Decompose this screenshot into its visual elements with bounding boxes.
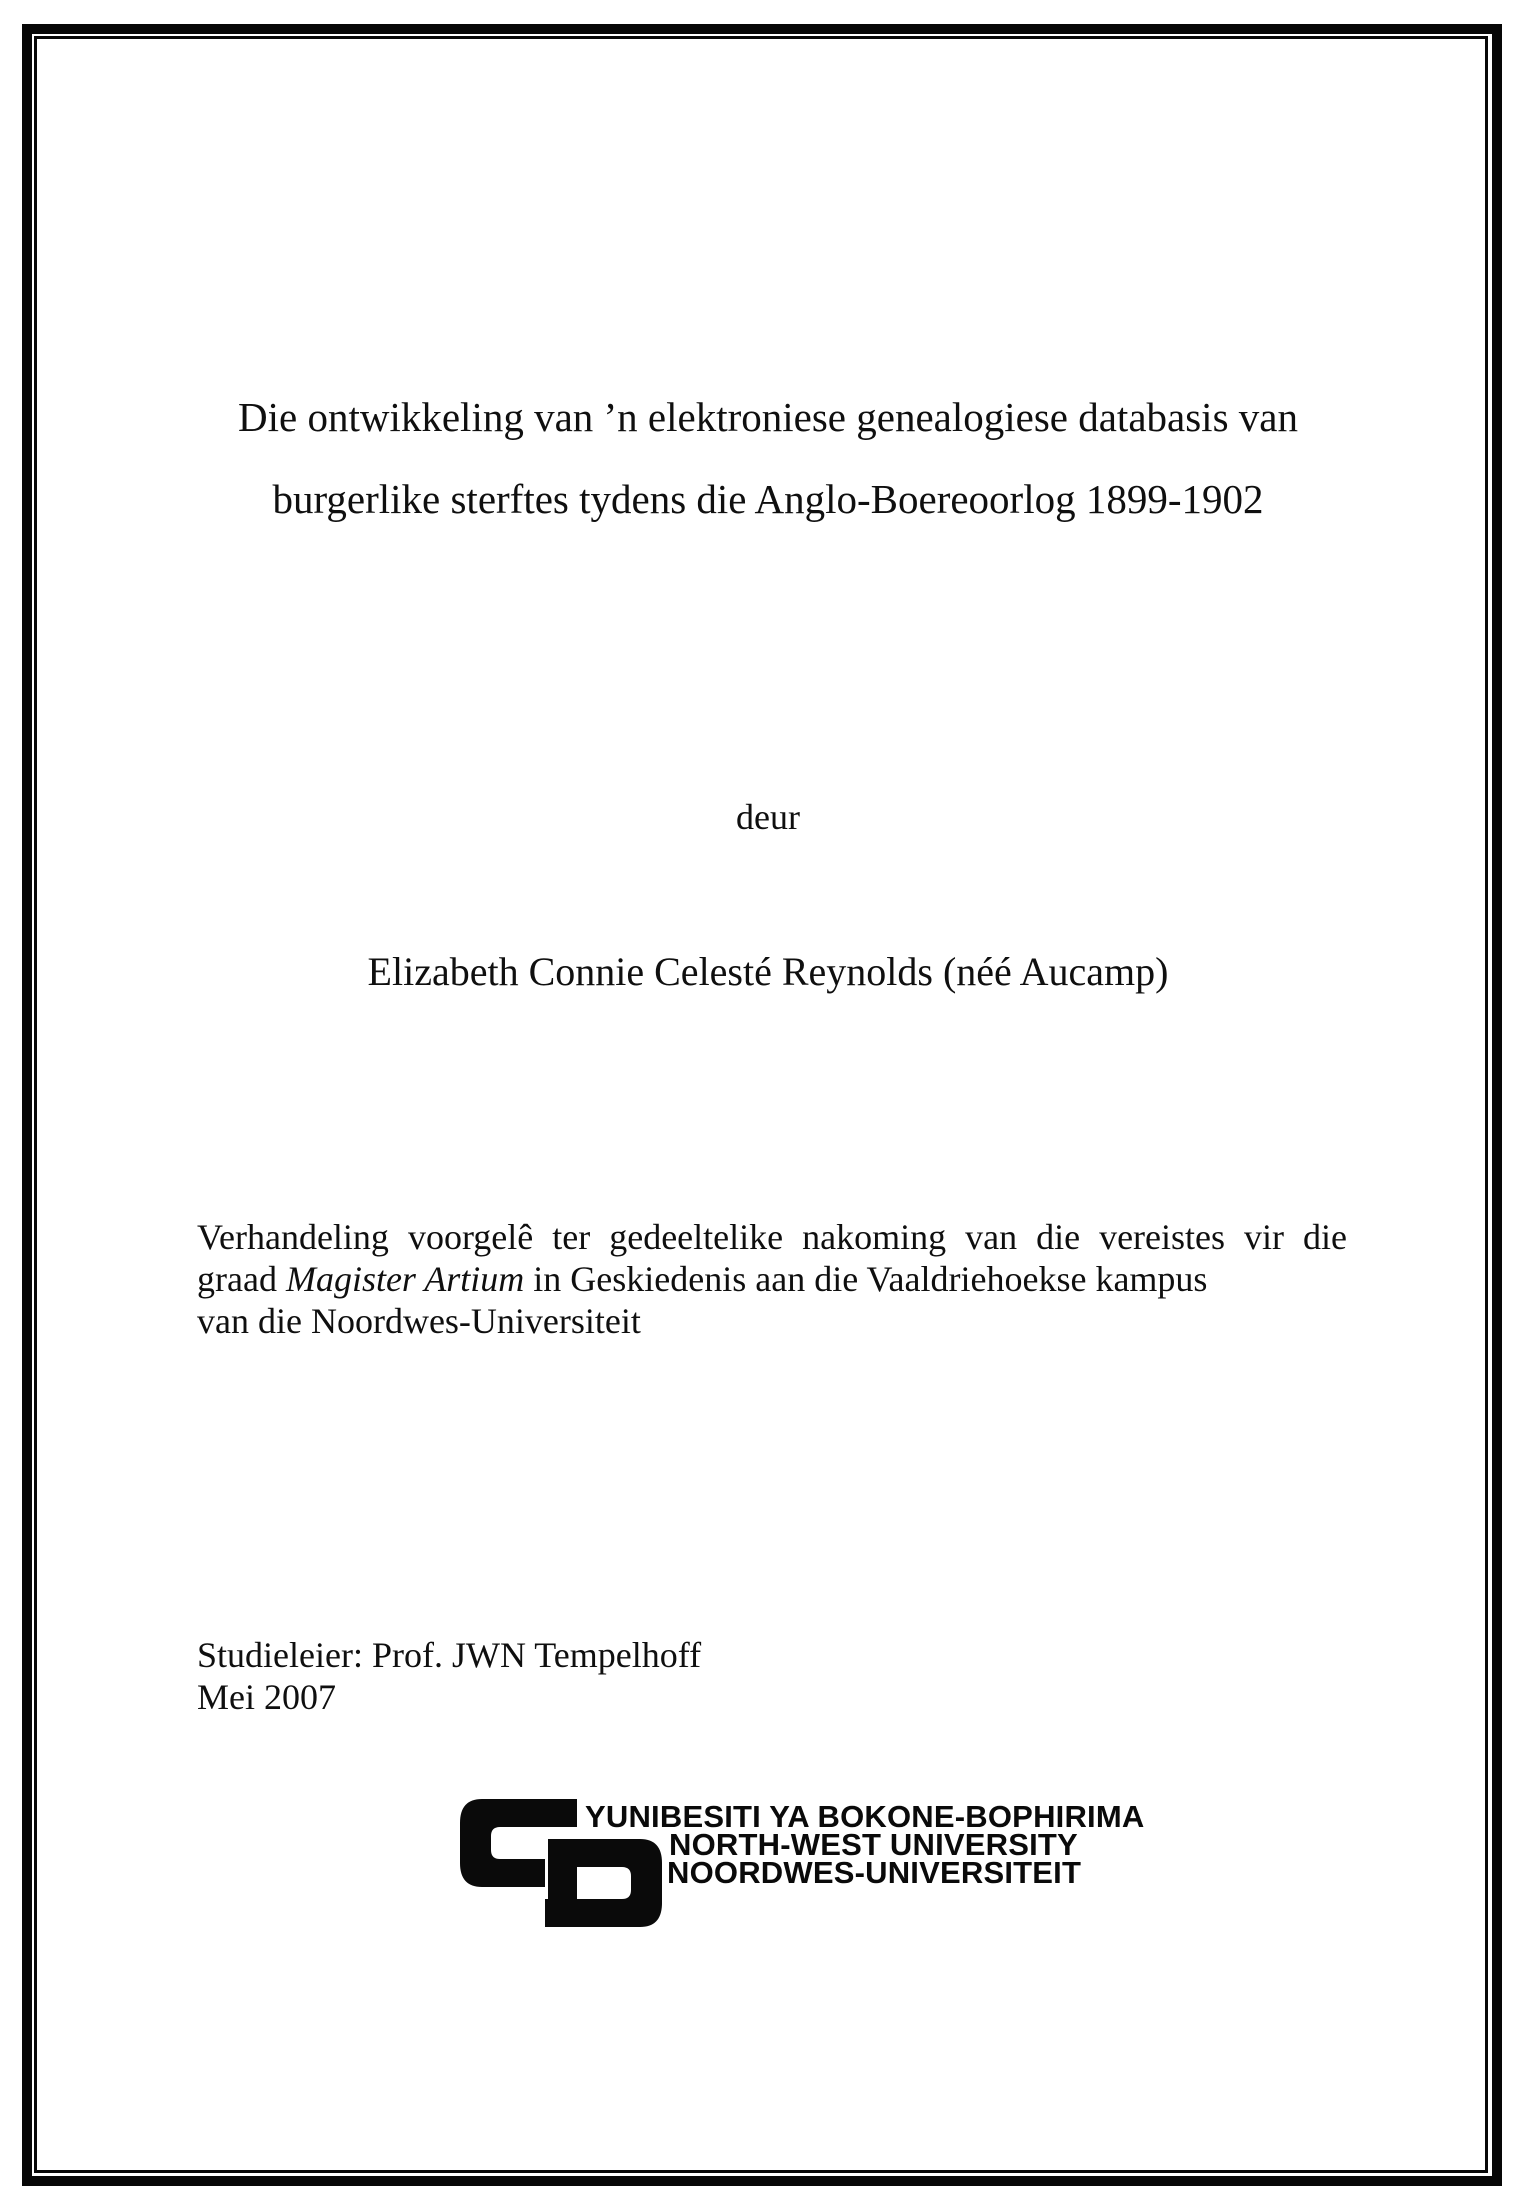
- university-logo: [458, 1797, 1218, 1947]
- supervisor-line: Studieleier: Prof. JWN Tempelhoff: [197, 1635, 702, 1675]
- logo-link-connector: [548, 1839, 577, 1927]
- logo-text-line1: YUNIBESITI YA BOKONE-BOPHIRIMA: [585, 1799, 1145, 1834]
- logo-text-line3: NOORDWES-UNIVERSITEIT: [667, 1855, 1082, 1890]
- supervisor-and-date: [197, 1634, 701, 1718]
- author-name: Elizabeth Connie Celesté Reynolds (néé Aucamp): [367, 949, 1169, 994]
- thesis-title-line1: Die ontwikkeling van ’n elektroniese genealogiese databasis van: [238, 394, 1298, 440]
- degree-statement-line2-suffix: in Geskiedenis aan die Vaaldriehoekse kampus: [524, 1259, 1208, 1299]
- degree-name-italic: Magister Artium: [285, 1259, 525, 1299]
- logo-text-line2: NORTH-WEST UNIVERSITY: [669, 1827, 1078, 1862]
- degree-statement-line2: [197, 1258, 1347, 1300]
- degree-statement-line1: Verhandeling voorgelê ter gedeeltelike nakoming van die vereistes vir die: [197, 1217, 1347, 1257]
- degree-statement: [197, 1216, 1347, 1342]
- thesis-title: [187, 376, 1349, 540]
- byline-preposition: deur: [736, 797, 800, 837]
- degree-statement-line3: van die Noordwes-Universiteit: [197, 1301, 641, 1341]
- thesis-title-line2: burgerlike sterftes tydens die Anglo-Boereoorlog 1899-1902: [272, 476, 1264, 522]
- degree-statement-line2-prefix: graad: [197, 1259, 286, 1299]
- date-line: Mei 2007: [197, 1677, 336, 1717]
